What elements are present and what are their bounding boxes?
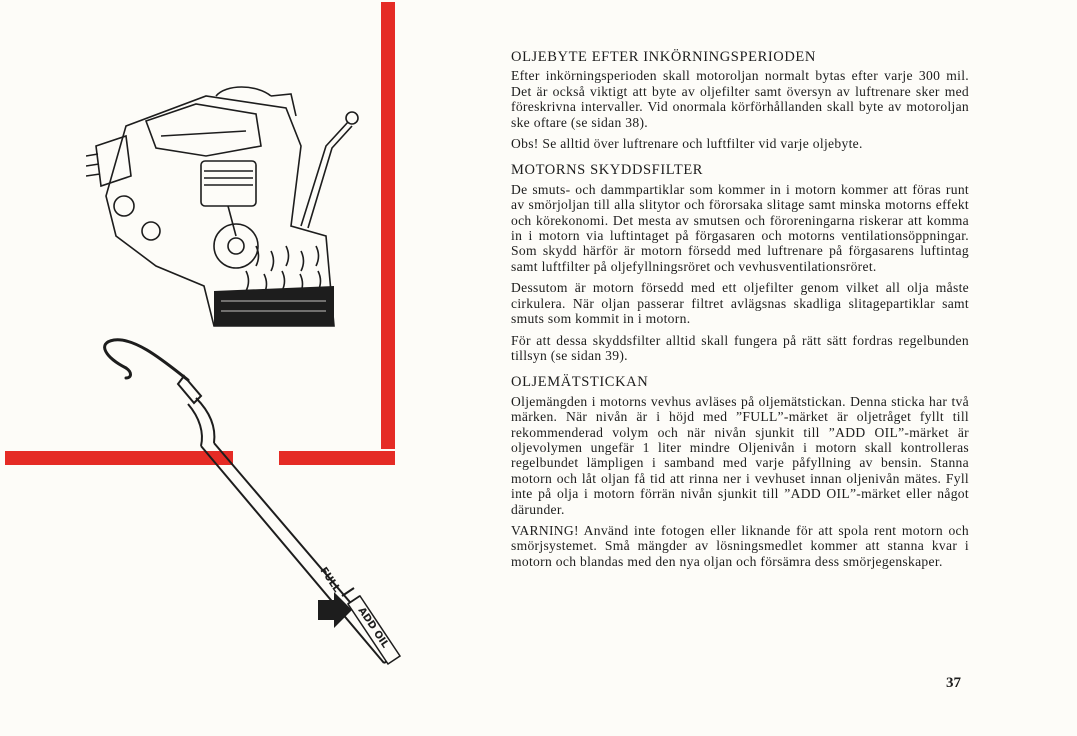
- oil-dipstick-illustration: [96, 338, 406, 668]
- section-heading: MOTORNS SKYDDSFILTER: [511, 162, 704, 179]
- section-heading: OLJEMÄTSTICKAN: [511, 374, 649, 391]
- paragraph: Obs! Se alltid över luftrenare och luftfilter vid varje oljebyte.: [511, 136, 863, 152]
- section-oil-change: [511, 50, 969, 151]
- dipstick-add-oil-mark: ADD OIL: [355, 605, 391, 651]
- engine-cutaway-illustration: [86, 86, 364, 328]
- section-heading: OLJEBYTE EFTER INKÖRNINGSPERIODEN: [511, 49, 816, 65]
- paragraph: VARNING! Använd inte fotogen eller liknande för att spola rent motorn och smörjsystemet. Små mängder av lösningsmedlet kommer att stanna kvar i motorn och blandas med den nya oljan och försämra dess smörjegenskaper.: [511, 522, 969, 569]
- dipstick-full-mark: FULL: [317, 565, 343, 595]
- section-dipstick: [511, 375, 969, 569]
- page-number: 37: [946, 675, 961, 691]
- text-column: [511, 50, 969, 581]
- paragraph: De smuts- och dammpartiklar som kommer in i motorn kommer att föras runt av smörjoljan till alla slitytor och förorsaka slitage samt minska motorns effekt och körekonomi. Det mesta av smutsen och föroreningarna riskerar att komma in i motorn via luftintaget på förgasaren och motorns ventilationsöppningar. Som skydd härför är motorn försedd med luftrenare på förgasarens luftintag samt luftfilter på oljefyllningsröret och vevhusventilationsröret.: [511, 181, 969, 274]
- section-protective-filters: [511, 163, 969, 363]
- paragraph: Efter inkörningsperioden skall motoroljan normalt bytas efter varje 300 mil. Det är också viktigt att byte av oljefilter samt översyn av luftrenare sker med föreskrivna intervaller. Vid onormala körförhållanden skall byte av motoroljan ske oftare (se sidan 38).: [511, 68, 969, 130]
- paragraph: Oljemängden i motorns vevhus avläses på oljemätstickan. Denna sticka har två märken. När nivån är i höjd med ”FULL”-märket är oljetråget fyllt till rekommenderad volym och när nivån sjunkit till ”ADD OIL”-märket är oljevolymen ungefär 1 liter mindre Oljenivån i motorn skall kontrolleras regelbundet lämpligen i samband med varje påfyllning av bensin. Stanna motorn och låt oljan få tid att rinna ner i vevhuset innan oljenivån mätes. Fyll inte på olja i motorn förrän nivån sjunkit till ”ADD OIL”-märket eller något därunder.: [511, 393, 969, 517]
- paragraph: Dessutom är motorn försedd med ett oljefilter genom vilket all olja måste cirkulera. När oljan passerar filtret avlägsnas skadliga slitagepartiklar samt smuts som kommit in i motorn.: [511, 280, 969, 327]
- paragraph: För att dessa skyddsfilter alltid skall fungera på rätt sätt fordras regelbunden tillsyn (se sidan 39).: [511, 332, 969, 363]
